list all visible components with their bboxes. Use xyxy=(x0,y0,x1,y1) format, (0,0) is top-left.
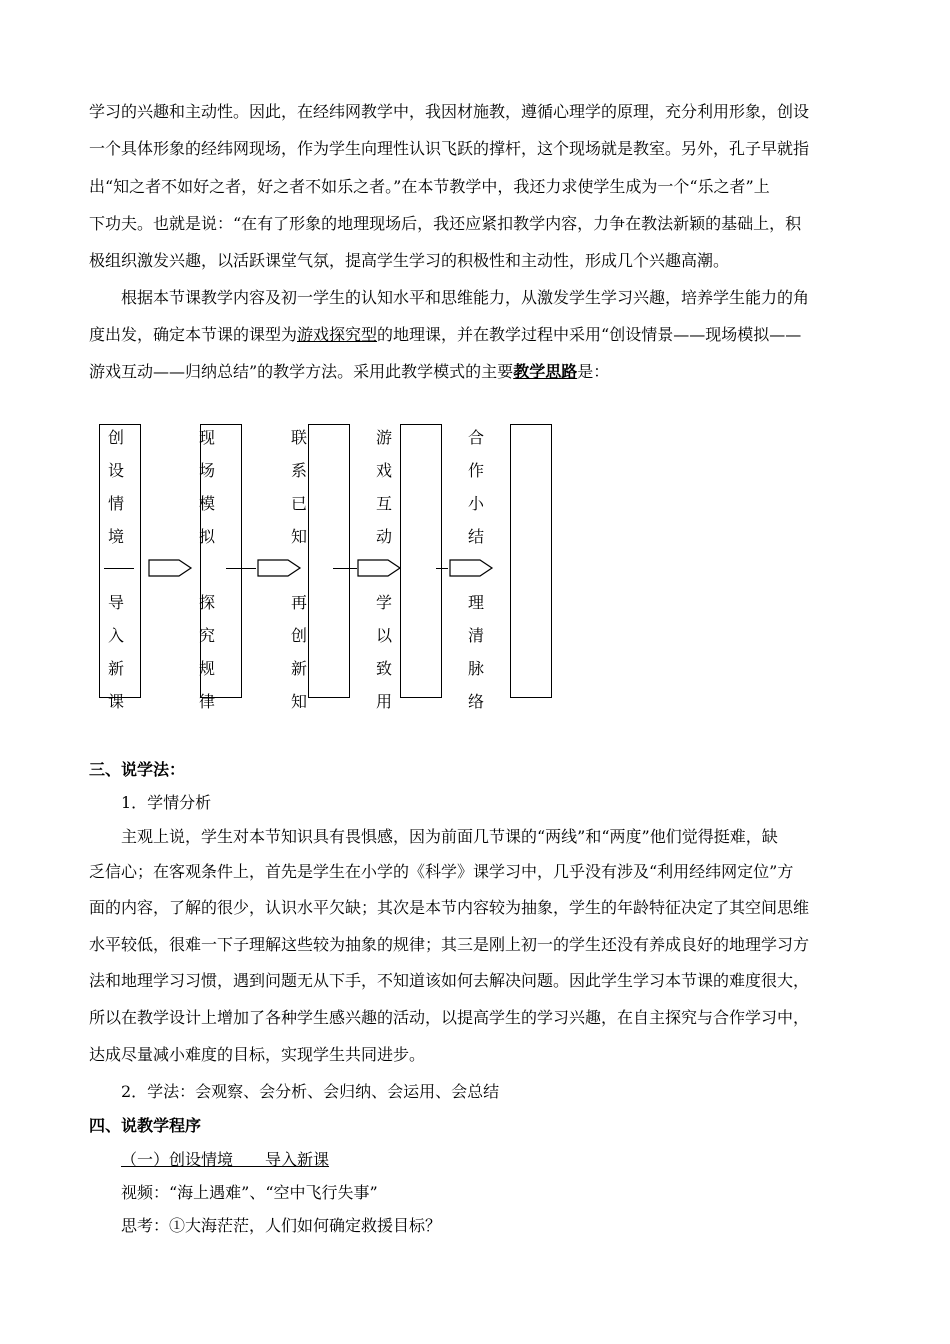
flow-step-3-top-char: 系 xyxy=(290,461,307,480)
flow-step-4-top-char: 动 xyxy=(375,527,392,546)
flow-step-1-top-char: 情 xyxy=(107,494,124,513)
text-span: 游戏互动——归纳总结”的教学方法。采用此教学模式的主要 xyxy=(89,362,514,381)
flow-step-3-top-char: 知 xyxy=(290,527,307,546)
flow-step-2-bottom-char: 究 xyxy=(198,626,215,645)
flow-step-5-top-char: 结 xyxy=(467,527,484,546)
flow-step-1-bottom-char: 入 xyxy=(107,626,124,645)
section-heading: 四、说教学程序 xyxy=(89,1116,202,1135)
flow-step-3-bottom-char: 创 xyxy=(290,626,307,645)
flow-step-4-top-char: 互 xyxy=(375,494,392,513)
flow-step-4-bottom-char: 以 xyxy=(375,626,392,645)
paragraph-line: 乏信心；在客观条件上，首先是学生在小学的《科学》课学习中，几乎没有涉及“利用经纬网定位”方 xyxy=(89,862,794,881)
paragraph-line: 思考：①大海茫茫，人们如何确定救援目标？ xyxy=(121,1216,442,1235)
flow-step-5-top-char: 作 xyxy=(467,461,484,480)
flow-step-2-top-char: 现 xyxy=(198,428,215,447)
flow-step-3-top-char: 联 xyxy=(290,428,307,447)
paragraph-line: 面的内容，了解的很少，认识水平欠缺；其次是本节内容较为抽象，学生的年龄特征决定了其空间思维 xyxy=(89,898,810,917)
flow-step-2-top-char: 拟 xyxy=(198,527,215,546)
flow-step-5-bottom-char: 理 xyxy=(467,593,484,612)
flow-step-2-bottom-char: 探 xyxy=(198,593,215,612)
flow-step-4-top-char: 游 xyxy=(375,428,392,447)
flow-step-2-top-char: 模 xyxy=(198,494,215,513)
section-heading: 三、说学法： xyxy=(89,760,186,779)
emphasized-term: 教学思路 xyxy=(513,362,578,381)
underlined-term: 游戏探究型 xyxy=(297,325,378,344)
subsection-heading: 2．学法：会观察、会分析、会归纳、会运用、会总结 xyxy=(121,1082,500,1101)
flow-step-5-top-char: 小 xyxy=(467,494,484,513)
flow-step-1-top-char: 设 xyxy=(107,461,124,480)
paragraph-line: 出“知之者不如好之者，好之者不如乐之者。”在本节教学中，我还力求使学生成为一个“乐之者”上 xyxy=(89,177,770,196)
flow-step-5-top-char: 合 xyxy=(467,428,484,447)
paragraph-line: 下功夫。也就是说：“在有了形象的地理现场后，我还应紧扣教学内容，力争在教法新颖的基础上，积 xyxy=(89,214,802,233)
flow-step-4-bottom-char: 致 xyxy=(375,659,392,678)
flow-step-1-bottom-char: 课 xyxy=(107,692,124,711)
paragraph-line: 达成尽量减小难度的目标，实现学生共同进步。 xyxy=(89,1045,426,1064)
paragraph-line: 水平较低，很难一下子理解这些较为抽象的规律；其三是刚上初一的学生还没有养成良好的地理学习方 xyxy=(89,935,810,954)
flow-step-3-bottom-char: 新 xyxy=(290,659,307,678)
flow-step-1-bottom-char: 导 xyxy=(107,593,124,612)
flow-step-5-bottom-char: 脉 xyxy=(467,659,484,678)
paragraph-line: 根据本节课教学内容及初一学生的认知水平和思维能力，从激发学生学习兴趣，培养学生能力的角 xyxy=(121,288,810,307)
flow-step-3-bottom-char: 知 xyxy=(290,692,307,711)
paragraph-line: 学习的兴趣和主动性。因此，在经纬网教学中，我因材施教，遵循心理学的原理，充分利用形象，创设 xyxy=(89,102,810,121)
flow-arrow-2 xyxy=(258,560,300,576)
paragraph-line: 法和地理学习习惯，遇到问题无从下手，不知道该如何去解决问题。因此学生学习本节课的难度很大， xyxy=(89,971,810,990)
paragraph-line: 视频：“海上遇难”、“空中飞行失事” xyxy=(121,1183,378,1202)
flow-arrow-4 xyxy=(450,560,492,576)
text-span: 是： xyxy=(577,362,610,381)
flow-step-3-top-char: 已 xyxy=(290,494,307,513)
paragraph-line: 极组织激发兴趣，以活跃课堂气氛，提高学生学习的积极性和主动性，形成几个兴趣高潮。 xyxy=(89,251,730,270)
flow-step-4-bottom-char: 用 xyxy=(375,692,392,711)
flow-arrow-1 xyxy=(149,560,191,576)
paragraph-line: 一个具体形象的经纬网现场，作为学生向理性认识飞跃的撑杆，这个现场就是教室。另外，孔子早就指 xyxy=(89,139,810,158)
subsection-heading: 1．学情分析 xyxy=(121,793,212,812)
flow-step-5-bottom-char: 清 xyxy=(467,626,484,645)
flow-arrow-3 xyxy=(358,560,400,576)
flow-step-2-bottom-char: 律 xyxy=(198,692,215,711)
text-span: 度出发，确定本节课的课型为 xyxy=(89,325,298,344)
paragraph-line: 所以在教学设计上增加了各种学生感兴趣的活动，以提高学生的学习兴趣，在自主探究与合作学习中， xyxy=(89,1008,810,1027)
flow-step-4-top-char: 戏 xyxy=(375,461,392,480)
flow-step-2-top-char: 场 xyxy=(198,461,215,480)
flow-step-1-top-char: 境 xyxy=(107,527,124,546)
text-span: 的地理课，并在教学过程中采用“创设情景——现场模拟—— xyxy=(377,325,802,344)
flow-step-1-top-char: 创 xyxy=(107,428,124,447)
flow-step-4-bottom-char: 学 xyxy=(375,593,392,612)
flow-step-5-bottom-char: 络 xyxy=(467,692,484,711)
subsection-heading: （一）创设情境 导入新课 xyxy=(121,1150,330,1169)
flow-step-2-bottom-char: 规 xyxy=(198,659,215,678)
paragraph-line: 主观上说，学生对本节知识具有畏惧感，因为前面几节课的“两线”和“两度”他们觉得挺难，缺 xyxy=(121,827,778,846)
flow-step-3-bottom-char: 再 xyxy=(290,593,307,612)
flow-step-1-bottom-char: 新 xyxy=(107,659,124,678)
